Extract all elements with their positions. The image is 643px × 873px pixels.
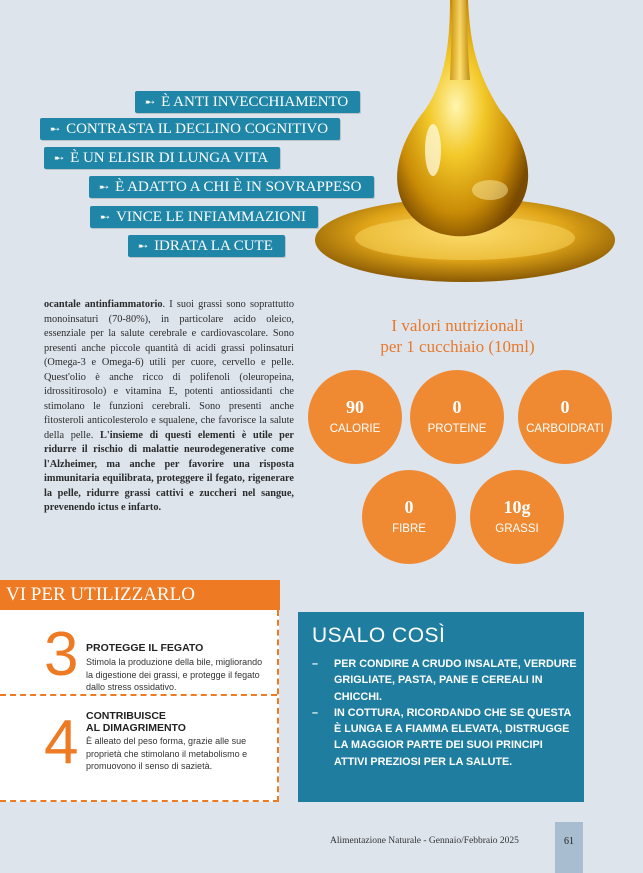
nutrition-title-line1: I valori nutrizionali [391,316,524,335]
nutrition-circle-calories [308,370,402,464]
nutrition-circle-grassi [470,470,564,564]
way-number: 3 [44,620,79,689]
page-number-tab [555,822,583,873]
double-arrow-icon: ➸ [138,239,149,253]
way-number: 4 [44,708,79,777]
double-arrow-icon: ➸ [99,180,110,194]
benefit-label: CONTRASTA IL DECLINO COGNITIVO [66,121,329,137]
body-closing: L'insieme di questi elementi è utile per ridurre il rischio di malattie neurodegenerative come l'Alzheimer, ma anche per favorire una risposta immunitaria equilibrata, proteggere il fegato, rigenerare la pelle, ridurre grassi cattivi e zuccheri nel sangue, prevenendo ictus e infarto. [44,429,294,513]
benefit-pill [40,118,340,140]
body-paragraph: . I suoi grassi sono soprattutto monoinsaturi (70-80%), in particolare acido oleico, essenziale per la salute cerebrale e cardiovascolare. Sono presenti anche piccole quantità di acidi grassi polinsaturi (Omega-3 e Omega-6) utili per cuore, cervello e pelle. Quest'olio è anche ricco di polifenoli (oleuropeina, idrossitirosolo) e vitamina E, potenti antiossidanti che stimolano le funzioni cerebrali. Sono presenti anche fitosteroli anticolesterolo e squalene, che favorisce la salute della pelle. [44,299,294,441]
usage-list [312,656,577,770]
nutrition-circle-fibre [362,470,456,564]
usage-box [298,612,584,802]
page-number: 61 [564,836,574,847]
nutrition-label: PROTEINE [427,423,487,435]
body-intro: ocantale antinfiammatorio [44,299,163,310]
nutrition-label: CARBOIDRATI [526,423,604,435]
benefit-label: È UN ELISIR DI LUNGA VITA [70,150,269,166]
nutrition-label: FIBRE [392,523,426,535]
benefit-pill [89,176,374,198]
usage-item: – PER CONDIRE A CRUDO INSALATE, VERDURE GRIGLIATE, PASTA, PANE E CEREALI IN CHICCHI. [312,658,577,703]
way-title-line1: CONTRIBUISCE [86,710,166,722]
nutrition-circle-carboidrati [518,370,612,464]
nutrition-value: 0 [560,397,570,417]
nutrition-value: 0 [452,397,462,417]
olive-oil-drop-illustration [300,0,620,300]
way-title-line2: AL DIMAGRIMENTO [86,722,186,734]
way-title: PROTEGGE IL FEGATO [86,642,204,654]
benefit-pill [135,91,360,113]
benefit-pill [128,235,285,257]
nutrition-title [330,315,585,357]
nutrition-value: 10g [503,497,531,517]
nutrition-value: 90 [346,397,364,417]
usage-title: USALO COSÌ [312,624,446,647]
way-text: Stimola la produzione della bile, migliorando la digestione dei grassi, e protegge il fegato dallo stress ossidativo. [86,657,263,692]
nutrition-value: 0 [404,497,414,517]
article-body [44,298,294,516]
benefit-label: È ADATTO A CHI È IN SOVRAPPESO [115,179,362,195]
double-arrow-icon: ➸ [100,210,111,224]
benefit-label: IDRATA LA CUTE [154,238,273,254]
nutrition-label: CALORIE [329,423,381,435]
ways-box [0,610,279,802]
footer-publication: Alimentazione Naturale - Gennaio/Febbraio 2025 [330,836,519,846]
ways-banner: VI PER UTILIZZARLO [0,580,280,610]
way-text: È alleato del peso forma, grazie alle sue proprietà che stimolano il metabolismo e promuovono il senso di sazietà. [86,736,248,771]
benefit-label: È ANTI INVECCHIAMENTO [161,94,349,110]
double-arrow-icon: ➸ [54,151,65,165]
double-arrow-icon: ➸ [50,122,61,136]
nutrition-title-line2: per 1 cucchiaio (10ml) [380,337,535,356]
dashed-divider [0,694,277,696]
nutrition-circle-proteine [410,370,504,464]
usage-item: – IN COTTURA, RICORDANDO CHE SE QUESTA È LUNGA E A FIAMMA ELEVATA, DISTRUGGE LA MAGGIOR PARTE DEI SUOI PRINCIPI ATTIVI PREZIOSI PER LA SALUTE. [312,706,571,768]
benefit-label: VINCE LE INFIAMMAZIONI [116,209,307,225]
benefit-pill [90,206,318,228]
benefit-pill [44,147,280,169]
nutrition-label: GRASSI [495,523,539,535]
double-arrow-icon: ➸ [145,95,156,109]
